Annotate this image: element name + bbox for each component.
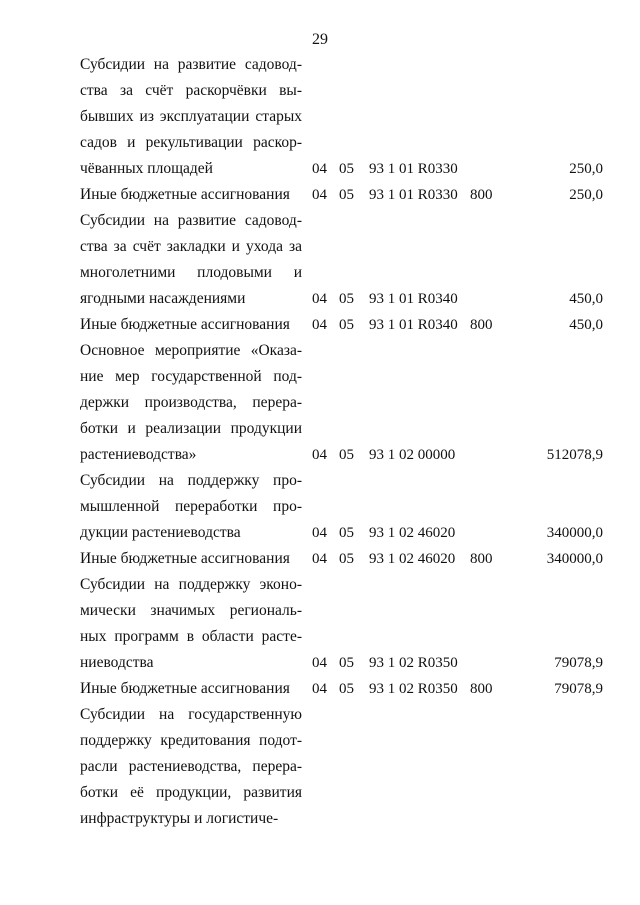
section-code: 04 xyxy=(312,681,327,697)
subsection-code: 05 xyxy=(339,655,354,671)
row-name-line: Субсидии на поддержку про- xyxy=(80,472,302,489)
amount: 340000,0 xyxy=(546,525,603,541)
row-name xyxy=(80,702,302,832)
table-row xyxy=(0,338,640,468)
row-name-line: ных программ в области расте- xyxy=(80,628,302,645)
section-code: 04 xyxy=(312,551,327,567)
expense-type-code: 800 xyxy=(470,551,493,567)
expense-type-code: 800 xyxy=(470,681,493,697)
target-article-code: 93 1 02 R0350 xyxy=(369,681,458,697)
row-name-line: ние мер государственной под- xyxy=(80,368,302,385)
row-name-line: растениеводства» xyxy=(80,446,197,463)
subsection-code: 05 xyxy=(339,187,354,203)
row-name-line: поддержку кредитования подот- xyxy=(80,732,302,749)
row-name-line: Основное мероприятие «Оказа- xyxy=(80,342,302,359)
subsection-code: 05 xyxy=(339,681,354,697)
row-name-line: ниеводства xyxy=(80,654,154,671)
row-name-line: Субсидии на развитие садовод- xyxy=(80,56,302,73)
row-name-line: расли растениеводства, перера- xyxy=(80,758,302,775)
subsection-code: 05 xyxy=(339,551,354,567)
amount: 250,0 xyxy=(569,161,603,177)
amount: 450,0 xyxy=(569,291,603,307)
amount: 250,0 xyxy=(569,187,603,203)
row-name-line: многолетними плодовыми и xyxy=(80,264,302,281)
row-name-line: ягодными насаждениями xyxy=(80,290,246,307)
target-article-code: 93 1 01 R0340 xyxy=(369,291,458,307)
section-code: 04 xyxy=(312,525,327,541)
row-name-line: ботки и реализации продукции xyxy=(80,420,302,437)
expense-type-code: 800 xyxy=(470,317,493,333)
table-row xyxy=(0,208,640,312)
section-code: 04 xyxy=(312,447,327,463)
row-name-line: ства за счёт раскорчёвки вы- xyxy=(80,82,302,99)
subsection-code: 05 xyxy=(339,161,354,177)
section-code: 04 xyxy=(312,317,327,333)
amount: 79078,9 xyxy=(554,655,603,671)
table-row xyxy=(0,572,640,676)
row-name-line: держки производства, перера- xyxy=(80,394,302,411)
row-codes xyxy=(0,546,640,572)
table-row xyxy=(0,312,640,338)
row-name-line: Иные бюджетные ассигнования xyxy=(80,680,290,697)
subsection-code: 05 xyxy=(339,525,354,541)
budget-table xyxy=(0,52,640,832)
table-row xyxy=(0,702,640,832)
row-name-line: бывших из эксплуатации старых xyxy=(80,108,302,125)
subsection-code: 05 xyxy=(339,291,354,307)
target-article-code: 93 1 01 R0330 xyxy=(369,161,458,177)
table-row xyxy=(0,546,640,572)
row-codes xyxy=(0,650,640,676)
row-name-line: мически значимых региональ- xyxy=(80,602,302,619)
row-name-line: Субсидии на развитие садовод- xyxy=(80,212,302,229)
row-name-line: Иные бюджетные ассигнования xyxy=(80,316,290,333)
row-codes xyxy=(0,676,640,702)
target-article-code: 93 1 02 00000 xyxy=(369,447,456,463)
table-row xyxy=(0,182,640,208)
row-name-line: мышленной переработки про- xyxy=(80,498,302,515)
section-code: 04 xyxy=(312,291,327,307)
target-article-code: 93 1 01 R0340 xyxy=(369,317,458,333)
target-article-code: 93 1 02 46020 xyxy=(369,551,456,567)
section-code: 04 xyxy=(312,655,327,671)
subsection-code: 05 xyxy=(339,317,354,333)
target-article-code: 93 1 02 R0350 xyxy=(369,655,458,671)
page-number: 29 xyxy=(312,31,328,48)
amount: 79078,9 xyxy=(554,681,603,697)
row-name-line: садов и рекультивации раскор- xyxy=(80,134,302,151)
row-name-line: инфраструктуры и логистиче- xyxy=(80,810,279,827)
row-name-line: Иные бюджетные ассигнования xyxy=(80,550,290,567)
table-row xyxy=(0,52,640,182)
subsection-code: 05 xyxy=(339,447,354,463)
row-codes xyxy=(0,286,640,312)
section-code: 04 xyxy=(312,161,327,177)
amount: 512078,9 xyxy=(546,447,603,463)
row-codes xyxy=(0,312,640,338)
row-name-line: Иные бюджетные ассигнования xyxy=(80,186,290,203)
amount: 450,0 xyxy=(569,317,603,333)
row-name-line: дукции растениеводства xyxy=(80,524,241,541)
section-code: 04 xyxy=(312,187,327,203)
row-codes xyxy=(0,156,640,182)
row-name-line: ства за счёт закладки и ухода за xyxy=(80,238,302,255)
row-codes xyxy=(0,520,640,546)
target-article-code: 93 1 02 46020 xyxy=(369,525,456,541)
row-codes xyxy=(0,182,640,208)
amount: 340000,0 xyxy=(546,551,603,567)
row-name-line: чёванных площадей xyxy=(80,160,213,177)
target-article-code: 93 1 01 R0330 xyxy=(369,187,458,203)
row-codes xyxy=(0,442,640,468)
row-name-line: Субсидии на государственную xyxy=(80,706,302,723)
expense-type-code: 800 xyxy=(470,187,493,203)
table-row xyxy=(0,676,640,702)
table-row xyxy=(0,468,640,546)
row-name-line: Субсидии на поддержку эконо- xyxy=(80,576,302,593)
row-name-line: ботки её продукции, развития xyxy=(80,784,302,801)
